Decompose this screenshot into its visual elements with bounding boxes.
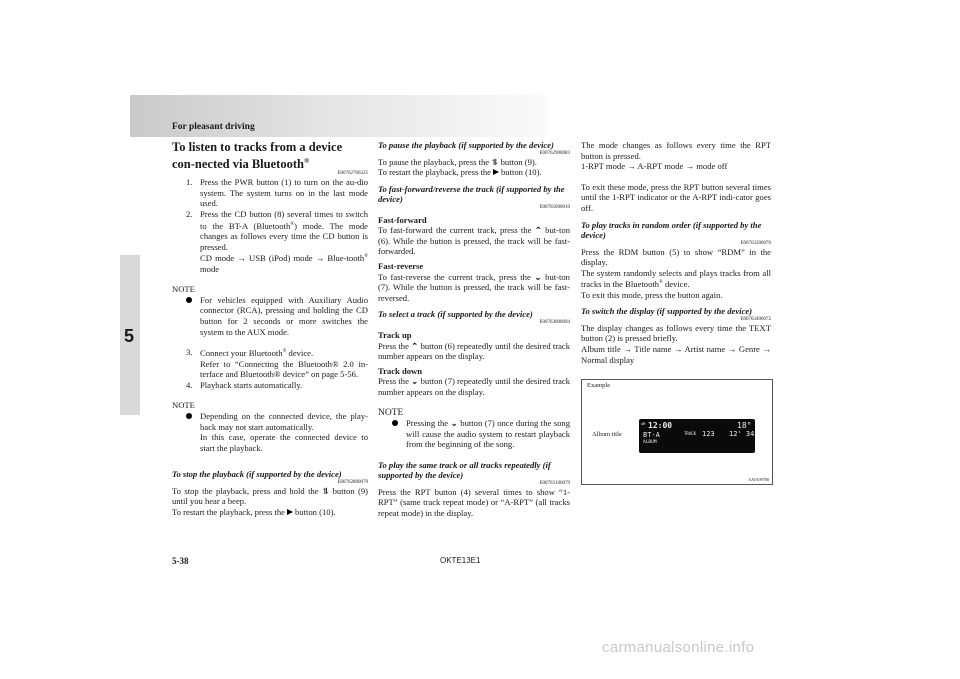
paragraph: Press the RDM button (5) to show “RDM” in the display. bbox=[581, 246, 771, 268]
lcd-album-text: ALBUM bbox=[643, 440, 657, 445]
step-4: 4. Playback starts automatically. bbox=[186, 379, 303, 390]
note-item: Pressing the ⌄ button (7) once during the song will cause the audio system to restart playback from the beginning of the song. bbox=[378, 418, 570, 450]
doc-code: E00763000094 bbox=[539, 319, 570, 325]
paragraph: To pause the playback, press the ⥮ button (9). bbox=[378, 156, 537, 167]
doc-code: E00765600010 bbox=[539, 204, 570, 210]
sub-heading: Track down bbox=[378, 365, 423, 376]
page-number: 5-38 bbox=[172, 556, 189, 566]
subsection-title: To stop the playback (if supported by the device) bbox=[172, 469, 342, 480]
note-item: For vehicles equipped with Auxiliary Audio connector (RCA), pressing and holding the CD button for 2 seconds or more switches the system to the AUX mode. bbox=[172, 295, 368, 337]
subsection-title: To pause the playback (if supported by the device) bbox=[378, 140, 554, 150]
note-label: NOTE bbox=[172, 284, 195, 295]
lcd-source: BT-A bbox=[643, 431, 660, 439]
figure-code: AA0109780 bbox=[748, 477, 769, 482]
lcd-play-time: 12' 34 bbox=[729, 430, 755, 438]
paragraph: Press the ⌄ button (7) repeatedly until the desired track number appears on the display. bbox=[378, 376, 571, 397]
paragraph: To restart the playback, press the button (10). bbox=[378, 167, 542, 178]
doc-code: E00762900083 bbox=[539, 150, 570, 156]
column-1 bbox=[172, 140, 368, 518]
step-3: 3. Connect your Bluetooth® device. Refer to “Connecting the Bluetooth® 2.0 in-terface and Bluetooth® device” on page 5-56. bbox=[186, 347, 368, 380]
subsection-title: To fast-forward/reverse the track (if supported by the device) bbox=[378, 183, 565, 205]
pause-icon: ⥮ bbox=[491, 156, 499, 167]
chapter-number: 5 bbox=[124, 326, 135, 346]
column-3 bbox=[581, 140, 771, 365]
lcd-clock: 12:00 bbox=[648, 421, 673, 430]
column-2 bbox=[378, 140, 570, 519]
paragraph: Press the RPT button (4) several times to show “1-RPT” (same track repeat mode) or “A-RPT” (all tracks repeat mode) in the display. bbox=[378, 486, 570, 519]
note-label: NOTE bbox=[378, 407, 404, 418]
sub-heading: Track up bbox=[378, 329, 412, 340]
paragraph: The mode changes as follows every time the RPT button is pressed. bbox=[581, 140, 771, 161]
note-label: NOTE bbox=[172, 400, 195, 411]
bullet-icon bbox=[186, 297, 192, 303]
paragraph: The display changes as follows every time the TEXT button (2) is pressed briefly. bbox=[581, 322, 771, 344]
bullet-icon bbox=[186, 413, 192, 419]
step-1: 1. Press the PWR button (1) to turn on the au-dio system. The system turns on in the last mode used. bbox=[186, 177, 368, 209]
doc-code: E00763400072 bbox=[740, 316, 771, 322]
sub-heading: Fast-reverse bbox=[378, 261, 424, 272]
lcd-temperature: 18° bbox=[737, 421, 752, 430]
lcd-am: AM bbox=[641, 422, 646, 426]
watermark: carmanualsonline.info bbox=[602, 639, 755, 656]
lcd-track-number: 123 bbox=[702, 430, 715, 438]
subsection-title: To play tracks in random order (if supported by the device) bbox=[581, 219, 762, 241]
paragraph: To fast-forward the current track, press the ⌃ but-ton (6). While the button is pressed, the track will be fast-forwarded. bbox=[378, 225, 570, 257]
section-title: For pleasant driving bbox=[172, 122, 255, 132]
pause-icon: ⥮ bbox=[322, 485, 330, 496]
paragraph: The system randomly selects and plays tracks from all tracks in the Bluetooth® device. bbox=[581, 267, 771, 290]
track-up-icon: ⌃ bbox=[534, 225, 542, 236]
paragraph: To fast-reverse the current track, press the ⌄ but-ton (7). While the button is pressed, the track will be fast-reversed. bbox=[378, 271, 570, 303]
paragraph: To exit this mode, press the button again. bbox=[581, 289, 723, 300]
figure-label: Example bbox=[587, 382, 611, 389]
track-down-icon: ⌄ bbox=[534, 271, 542, 282]
paragraph: To restart the playback, press the button (10). bbox=[172, 507, 336, 518]
doc-code: E00763200070 bbox=[740, 240, 771, 246]
doc-id: OKTE13E1 bbox=[440, 556, 481, 565]
doc-code: E00763100079 bbox=[539, 480, 570, 486]
figure-callout: Album title bbox=[592, 431, 622, 438]
paragraph: Press the ⌃ button (6) repeatedly until the desired track number appears on the display. bbox=[378, 340, 571, 362]
paragraph: To stop the playback, press and hold the ⥮ button (9) until you hear a beep. bbox=[172, 485, 368, 507]
track-up-icon: ⌃ bbox=[411, 340, 419, 351]
doc-code: E00762700225 bbox=[337, 171, 368, 177]
play-icon bbox=[493, 169, 499, 175]
track-down-icon: ⌄ bbox=[411, 376, 419, 387]
step-2: 2. Press the CD button (8) several times to switch to the BT-A (Bluetooth®) mode. The mode changes as follows every time the CD button is pressed. CD mode → USB (iPod) mode → Blue-tooth® mode bbox=[186, 208, 368, 274]
note-item: Depending on the connected device, the play-back may not start automatically. In this case, operate the connected device to start the playback. bbox=[172, 411, 368, 453]
paragraph: 1-RPT mode → A-RPT mode → mode off bbox=[581, 161, 728, 172]
paragraph: Album title → Title name → Artist name → Genre → Normal display bbox=[581, 344, 771, 365]
sub-heading: Fast-forward bbox=[378, 214, 427, 225]
subsection-title: To switch the display (if supported by the device) bbox=[581, 306, 753, 317]
lcd-track-label: TRACK bbox=[684, 431, 697, 436]
subsection-title: To play the same track or all tracks repeatedly (if supported by the device) bbox=[378, 459, 551, 481]
doc-code: E00762800079 bbox=[337, 479, 368, 485]
track-down-icon: ⌄ bbox=[450, 418, 458, 429]
article-title: To listen to tracks from a device con-nected via Bluetooth® bbox=[172, 140, 343, 172]
bullet-icon bbox=[392, 420, 398, 426]
radio-display bbox=[639, 419, 755, 453]
play-icon bbox=[287, 509, 293, 515]
example-figure bbox=[581, 379, 773, 485]
paragraph: To exit these mode, press the RPT button several times until the 1-RPT indicator or the A-RPT indi-cator goes off. bbox=[581, 181, 771, 213]
subsection-title: To select a track (if supported by the device) bbox=[378, 309, 533, 320]
